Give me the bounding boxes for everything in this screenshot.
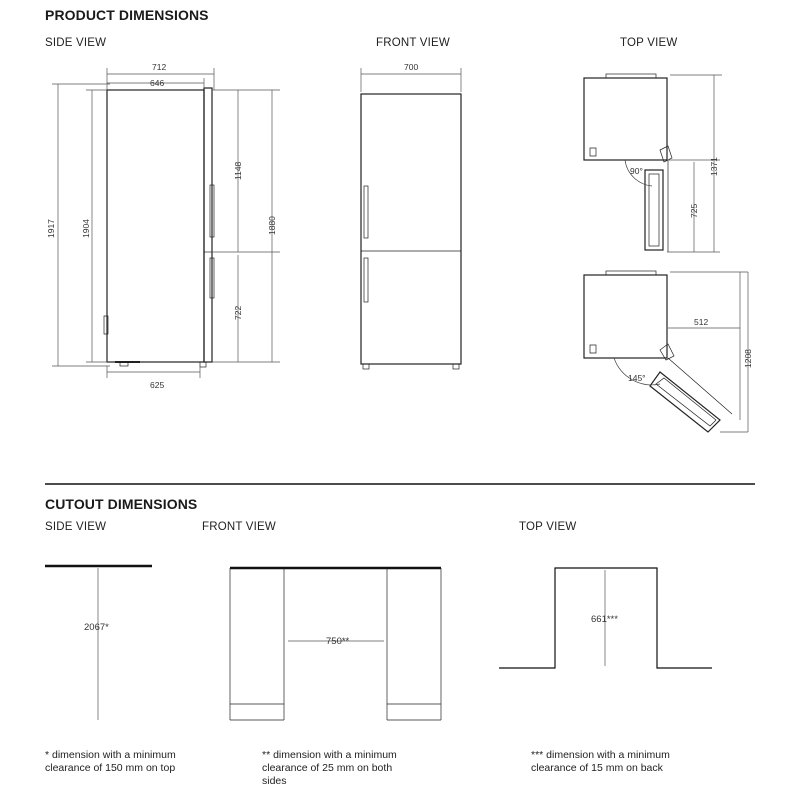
dim-side-upper-door: 1148 (233, 161, 243, 180)
dim-top-door-width: 725 (689, 203, 699, 218)
product-dimensions-heading: PRODUCT DIMENSIONS (45, 7, 209, 23)
product-side-view-label: SIDE VIEW (45, 37, 107, 49)
top-view-145-degree (584, 271, 748, 432)
dim-cutout-front-width: 750** (326, 636, 350, 647)
dim-side-depth-total: 712 (152, 62, 167, 72)
footnote-1-line-1: * dimension with a minimum (45, 749, 176, 761)
dim-side-base-depth: 625 (150, 380, 165, 390)
footnote-3-line-1: *** dimension with a minimum (531, 749, 670, 761)
footnote-2-line-2: clearance of 25 mm on both (262, 762, 393, 774)
dim-front-width: 700 (404, 62, 419, 72)
cutout-dimensions-heading: CUTOUT DIMENSIONS (45, 496, 198, 512)
footnote-3-line-2: clearance of 15 mm on back (531, 762, 663, 774)
footnote-1 (45, 749, 176, 775)
cutout-front-view-label: FRONT VIEW (202, 521, 276, 533)
dim-side-depth-body: 646 (150, 78, 165, 88)
dim-cutout-top-depth: 661*** (591, 614, 618, 625)
footnote-2 (262, 749, 397, 788)
side-view-fridge (104, 88, 214, 367)
dim-top-angle-90: 90° (630, 166, 643, 176)
footnote-2-line-3: sides (262, 775, 287, 787)
cutout-side-view-label: SIDE VIEW (45, 521, 107, 533)
dim-cutout-side-height: 2067* (84, 622, 109, 633)
front-view-fridge (361, 94, 461, 369)
dim-side-height-body: 1904 (81, 219, 91, 238)
cutout-side-view (45, 566, 152, 720)
footnote-3 (531, 749, 670, 775)
top-view-90-degree (584, 74, 722, 252)
dim-top-depth-145: 1208 (743, 349, 753, 368)
dim-top-angle-145: 145° (628, 373, 646, 383)
cutout-top-view-label: TOP VIEW (519, 521, 577, 533)
footnote-1-line-2: clearance of 150 mm on top (45, 762, 176, 774)
dim-side-height-total: 1917 (46, 219, 56, 238)
product-front-view-label: FRONT VIEW (376, 37, 450, 49)
footnote-2-line-1: ** dimension with a minimum (262, 749, 397, 761)
product-top-view-label: TOP VIEW (620, 37, 678, 49)
dim-top-clearance-145: 512 (694, 317, 709, 327)
dim-side-overall-right: 1880 (267, 216, 277, 235)
dim-top-depth-90: 1371 (709, 157, 719, 176)
dim-side-lower-door: 722 (233, 305, 243, 320)
